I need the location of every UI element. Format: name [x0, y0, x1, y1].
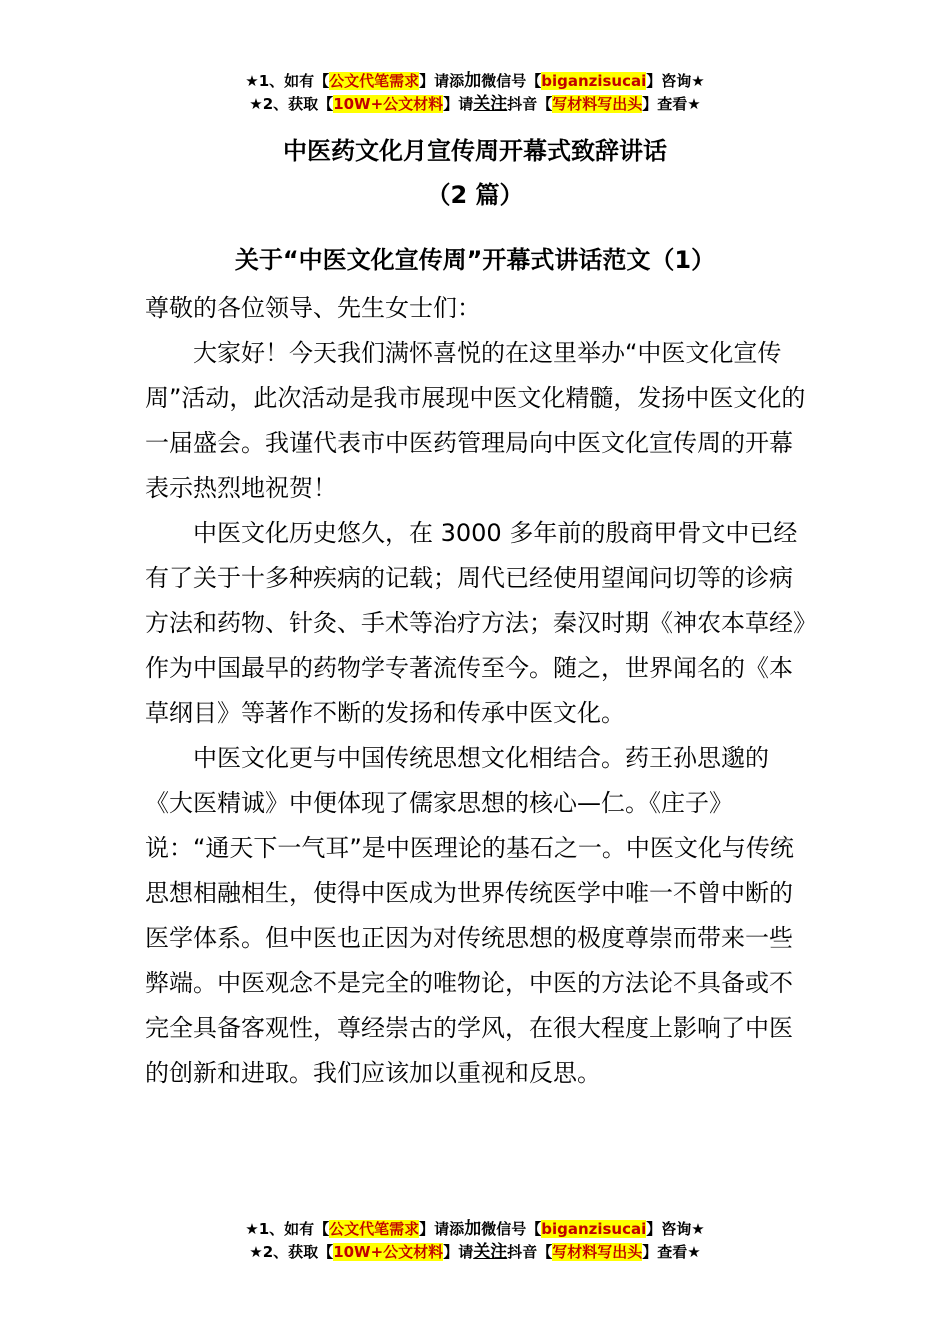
promo-text: 抖音【	[507, 95, 553, 113]
promo-highlight: 写材料写出头	[552, 1243, 643, 1261]
promo-text: 】咨询★	[646, 1220, 705, 1238]
promo-wechat-id: biganzisucai	[541, 72, 647, 90]
promo-highlight: 写材料写出头	[552, 95, 643, 113]
promo-line-2	[0, 93, 950, 116]
promo-wechat-id: biganzisucai	[541, 1220, 647, 1238]
promo-text: 微信号【	[481, 72, 542, 90]
promo-text: 】查看★	[642, 1243, 701, 1261]
salutation: 尊敬的各位领导、先生女士们：	[145, 294, 481, 322]
promo-emphasis: 关注	[473, 94, 508, 114]
promo-text: 】请添	[419, 1220, 465, 1238]
body-paragraph: 大家好！今天我们满怀喜悦的在这里举办“中医文化宣传周”活动，此次活动是我市展现中医文化精髓，发扬中医文化的一届盛会。我谨代表市中医药管理局向中医文化宣传周的开幕表示热烈地祝贺！	[145, 339, 806, 502]
promo-highlight: 公文代笔需求	[329, 72, 420, 90]
promo-text: 微信号【	[481, 1220, 542, 1238]
promo-emphasis: 加	[464, 71, 482, 91]
promo-line-1	[0, 70, 950, 93]
promo-highlight: 10W+公文材料	[333, 1243, 444, 1261]
header-promo-banner	[0, 70, 950, 116]
promo-text: 】请	[443, 1243, 474, 1261]
promo-text: ★1、如有【	[245, 72, 330, 90]
promo-highlight: 公文代笔需求	[329, 1220, 420, 1238]
promo-line-1	[0, 1218, 950, 1241]
promo-line-2	[0, 1241, 950, 1264]
document-subtitle: （2 篇）	[426, 181, 524, 209]
body-paragraph: 中医文化更与中国传统思想文化相结合。药王孙思邈的《大医精诚》中便体现了儒家思想的核心—仁。《庄子》说：“通天下一气耳”是中医理论的基石之一。中医文化与传统思想相融相生，使得中医成为世界传统医学中唯一不曾中断的医学体系。但中医也正因为对传统思想的极度尊崇而带来一些弊端。中医观念不是完全的唯物论，中医的方法论不具备或不完全具备客观性，尊经崇古的学风，在很大程度上影响了中医的创新和进取。我们应该加以重视和反思。	[145, 744, 794, 1087]
promo-highlight: 10W+公文材料	[333, 95, 444, 113]
footer-promo-banner	[0, 1218, 950, 1264]
promo-emphasis: 关注	[473, 1242, 508, 1262]
promo-text: ★2、获取【	[249, 1243, 334, 1261]
promo-text: 】请	[443, 95, 474, 113]
promo-emphasis: 加	[464, 1219, 482, 1239]
promo-text: 】查看★	[642, 95, 701, 113]
promo-text: 抖音【	[507, 1243, 553, 1261]
promo-text: 】咨询★	[646, 72, 705, 90]
document-title: 中医药文化月宣传周开幕式致辞讲话	[283, 137, 667, 165]
promo-text: ★2、获取【	[249, 95, 334, 113]
section-heading: 关于“中医文化宣传周”开幕式讲话范文（1）	[234, 246, 716, 274]
body-paragraph: 中医文化历史悠久，在 3000 多年前的殷商甲骨文中已经有了关于十多种疾病的记载；周代已经使用望闻问切等的诊病方法和药物、针灸、手术等治疗方法；秦汉时期《神农本草经》作为中国最早的药物学专著流传至今。随之，世界闻名的《本草纲目》等著作不断的发扬和传承中医文化。	[145, 519, 805, 727]
promo-text: 】请添	[419, 72, 465, 90]
document-body	[145, 286, 815, 1096]
promo-text: ★1、如有【	[245, 1220, 330, 1238]
